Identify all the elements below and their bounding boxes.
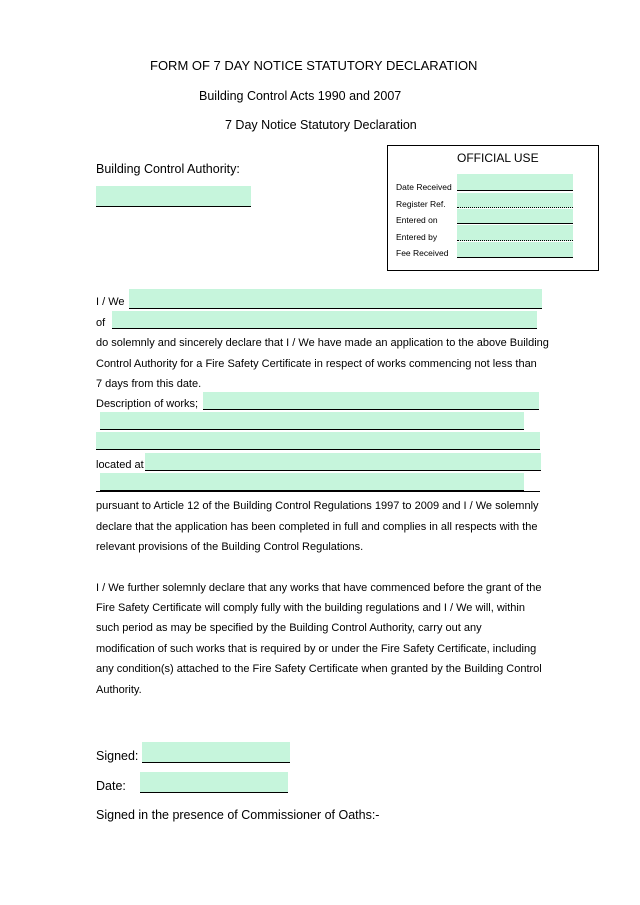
- p3-line-5: any condition(s) attached to the Fire Safety Certificate when granted by the Building Control: [96, 663, 542, 675]
- p3-line-6: Authority.: [96, 684, 142, 696]
- p3-line-2: Fire Safety Certificate will comply fully with the building regulations and I / We will, within: [96, 602, 525, 614]
- of-label: of: [96, 317, 106, 329]
- signed-label: Signed:: [96, 749, 139, 763]
- official-use-box: [387, 145, 599, 271]
- official-use-title: OFFICIAL USE: [457, 151, 539, 165]
- fee-received-label: Fee Received: [396, 248, 449, 258]
- form-title: FORM OF 7 DAY NOTICE STATUTORY DECLARATION: [150, 58, 478, 73]
- location-underline: [96, 491, 540, 492]
- date-received-field[interactable]: [457, 174, 573, 191]
- date-received-label: Date Received: [396, 182, 452, 192]
- description-field-line-2[interactable]: [100, 412, 524, 430]
- p2-line-3: relevant provisions of the Building Control Regulations.: [96, 541, 364, 553]
- location-field-line-1[interactable]: [145, 453, 541, 471]
- declaration-line-3: 7 days from this date.: [96, 378, 202, 390]
- of-field[interactable]: [112, 311, 537, 329]
- description-field-line-3[interactable]: [96, 432, 540, 450]
- p3-line-1: I / We further solemnly declare that any works that have commenced before the grant of the: [96, 582, 542, 594]
- p2-line-2: declare that the application has been completed in full and complies in all respects with the: [96, 521, 538, 533]
- form-subheading: 7 Day Notice Statutory Declaration: [225, 118, 417, 132]
- entered-on-field[interactable]: [457, 209, 573, 224]
- p2-line-1: pursuant to Article 12 of the Building Control Regulations 1997 to 2009 and I / We solemnly: [96, 500, 539, 512]
- i-we-label: I / We: [96, 296, 125, 308]
- description-field-line-1[interactable]: [203, 392, 539, 410]
- entered-by-field[interactable]: [457, 225, 573, 241]
- register-ref-field[interactable]: [457, 193, 573, 208]
- declaration-line-2: Control Authority for a Fire Safety Certificate in respect of works commencing not less than: [96, 358, 537, 370]
- date-field[interactable]: [140, 772, 288, 793]
- entered-by-label: Entered by: [396, 232, 438, 242]
- description-label: Description of works;: [96, 398, 199, 410]
- p3-line-3: such period as may be specified by the Building Control Authority, carry out any: [96, 622, 482, 634]
- authority-field[interactable]: [96, 186, 251, 207]
- located-label: located at: [96, 459, 144, 471]
- fee-received-field[interactable]: [457, 242, 573, 258]
- register-ref-label: Register Ref.: [396, 199, 446, 209]
- declaration-line-1: do solemnly and sincerely declare that I / We have made an application to the above Building: [96, 337, 549, 349]
- form-subtitle: Building Control Acts 1990 and 2007: [199, 89, 402, 103]
- entered-on-label: Entered on: [396, 215, 438, 225]
- authority-label: Building Control Authority:: [96, 162, 240, 176]
- p3-line-4: modification of such works that is required by or under the Fire Safety Certificate, including: [96, 643, 537, 655]
- signed-field[interactable]: [142, 742, 290, 763]
- date-label: Date:: [96, 779, 126, 793]
- commissioner-label: Signed in the presence of Commissioner of Oaths:-: [96, 808, 380, 822]
- i-we-field[interactable]: [129, 289, 542, 309]
- location-field-line-2[interactable]: [100, 473, 524, 491]
